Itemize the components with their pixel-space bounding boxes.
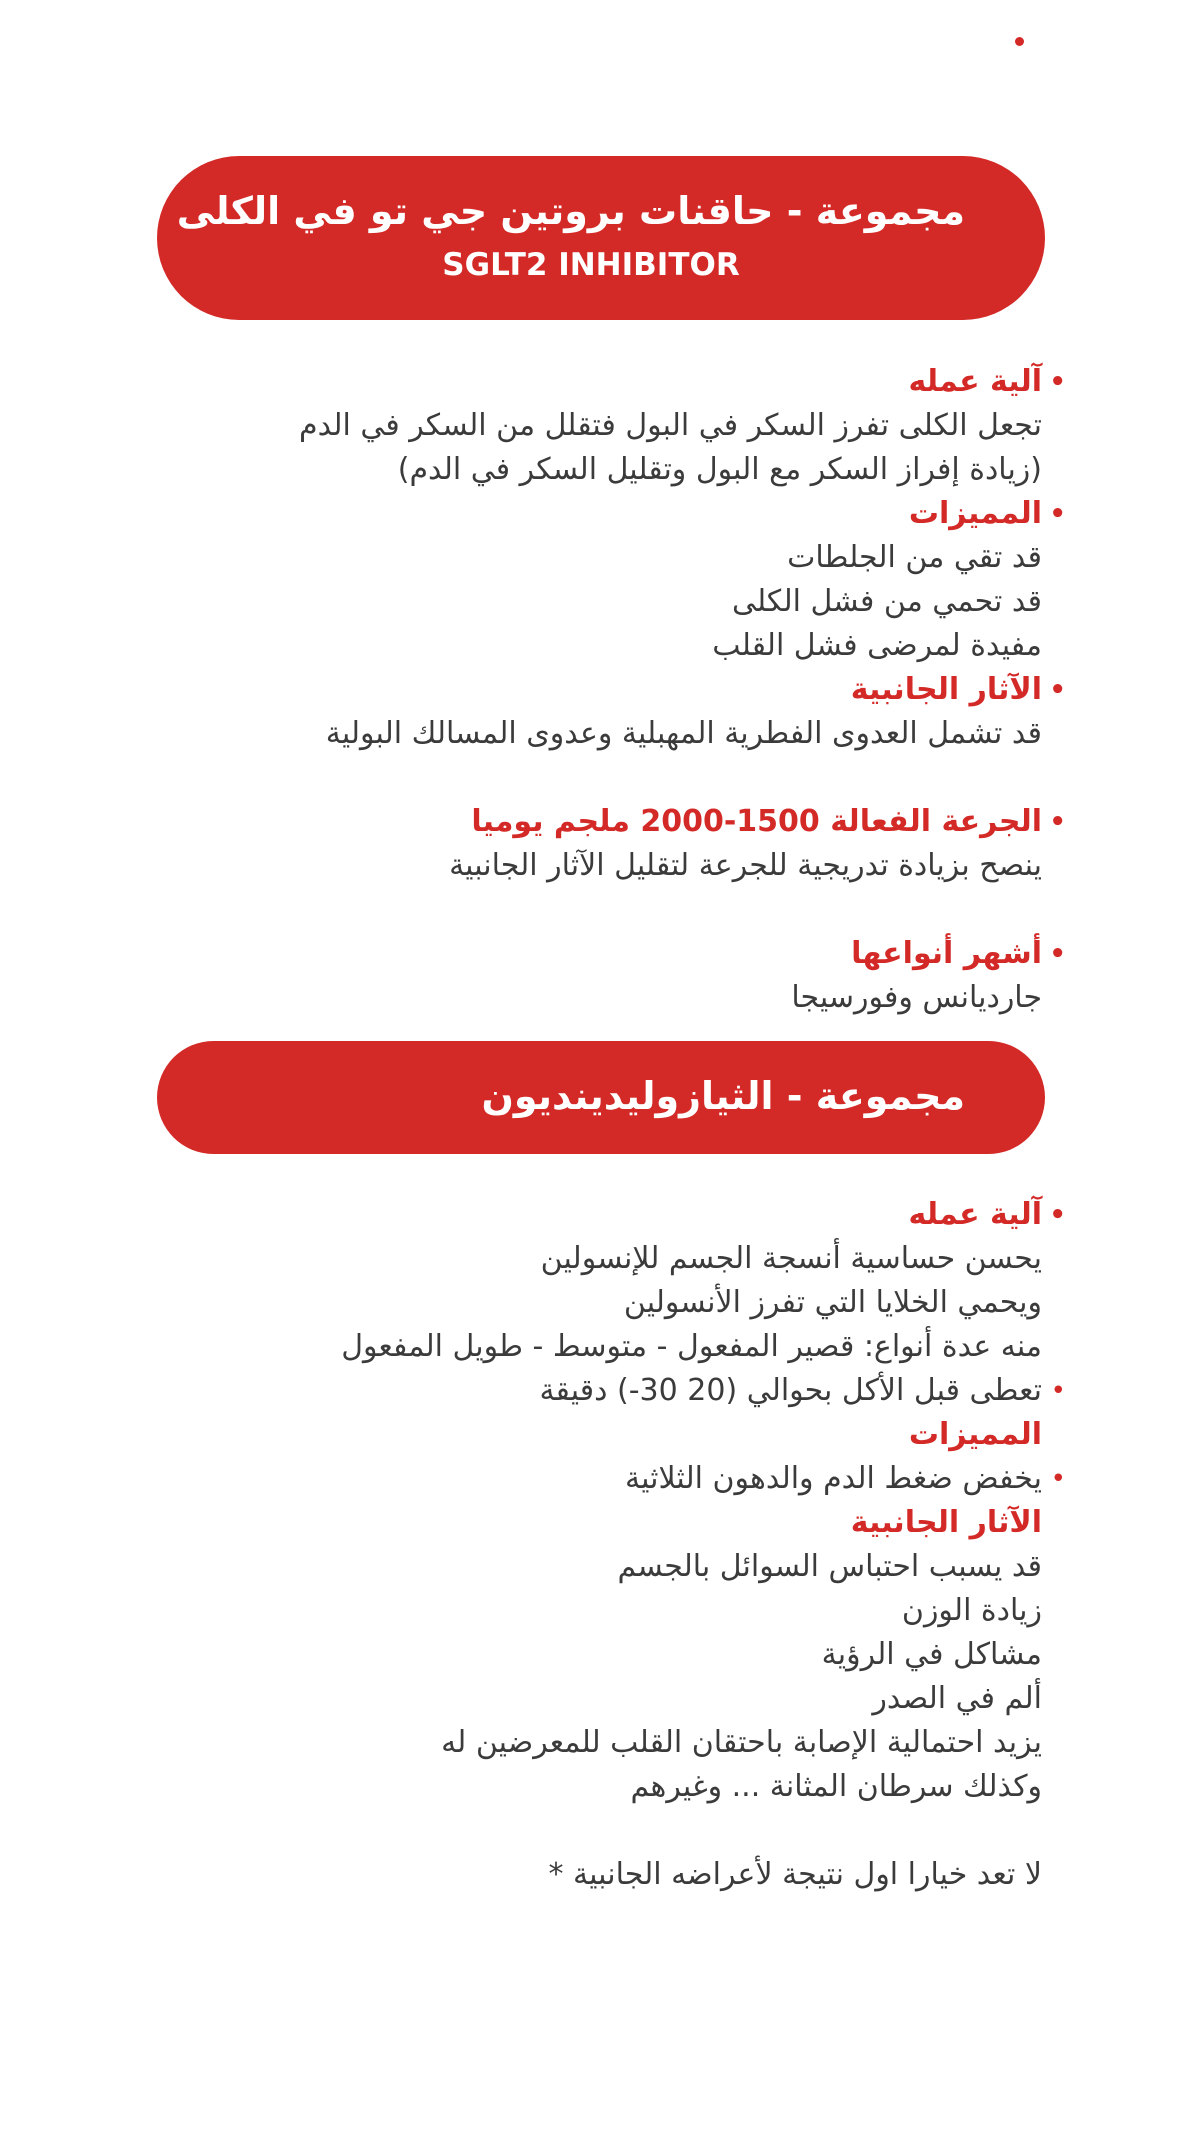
benefit-line: • يخفض ضغط الدم والدهون الثلاثية <box>42 1457 1042 1501</box>
side-effect-line: مشاكل في الرؤية <box>821 1637 1042 1672</box>
benefit-line: قد تحمي من فشل الكلى <box>731 584 1042 619</box>
types-line: جارديانس وفورسيجا <box>791 980 1042 1015</box>
spacer <box>42 888 1042 932</box>
benefits-heading: • المميزات <box>42 492 1042 536</box>
mechanism-line: منه عدة أنواع: قصير المفعول - متوسط - طويل المفعول <box>341 1329 1042 1364</box>
sglt2-section <box>42 360 1042 1020</box>
dose-heading: • الجرعة الفعالة 1500-2000 ملجم يوميا <box>42 800 1042 844</box>
sglt2-group-subtitle: SGLT2 INHIBITOR <box>442 247 740 283</box>
side-effects-heading: الآثار الجانبية <box>850 1505 1042 1540</box>
thiazolidinedione-group-banner <box>157 1041 1045 1154</box>
benefit-line: قد تقي من الجلطات <box>787 540 1042 575</box>
thiazolidinedione-group-title: مجموعة - الثيازوليدينديون <box>481 1074 965 1118</box>
mechanism-line: يحسن حساسية أنسجة الجسم للإنسولين <box>540 1241 1042 1276</box>
side-effect-line: ألم في الصدر <box>872 1681 1042 1716</box>
spacer <box>42 756 1042 800</box>
benefit-line: مفيدة لمرضى فشل القلب <box>712 628 1042 663</box>
sglt2-group-title: مجموعة - حاقنات بروتين جي تو في الكلى <box>176 189 965 233</box>
side-effect-line: قد يسبب احتباس السوائل بالجسم <box>617 1549 1042 1584</box>
side-effects-heading: • الآثار الجانبية <box>42 668 1042 712</box>
mechanism-line: (زيادة إفراز السكر مع البول وتقليل السكر في الدم) <box>397 452 1042 487</box>
dosing-time-line: • تعطى قبل الأكل بحوالي (20 30-) دقيقة <box>42 1369 1042 1413</box>
side-effect-line: قد تشمل العدوى الفطرية المهبلية وعدوى المسالك البولية <box>325 716 1042 751</box>
footnote: لا تعد خيارا اول نتيجة لأعراضه الجانبية * <box>548 1857 1042 1892</box>
mechanism-heading: • آلية عمله <box>42 1193 1042 1237</box>
side-effect-line: زيادة الوزن <box>901 1593 1042 1628</box>
benefits-heading: المميزات <box>908 1417 1042 1452</box>
dose-line: ينصح بزيادة تدريجية للجرعة لتقليل الآثار الجانبية <box>449 848 1042 883</box>
thiazolidinedione-section <box>42 1193 1042 1897</box>
side-effect-line: وكذلك سرطان المثانة ... وغيرهم <box>630 1769 1042 1804</box>
mechanism-line: ويحمي الخلايا التي تفرز الأنسولين <box>623 1285 1042 1320</box>
types-heading: • أشهر أنواعها <box>42 932 1042 976</box>
mechanism-line: تجعل الكلى تفرز السكر في البول فتقلل من السكر في الدم <box>299 408 1042 443</box>
spacer <box>42 1809 1042 1853</box>
mechanism-heading: • آلية عمله <box>42 360 1042 404</box>
top-dot-decoration <box>1015 37 1024 46</box>
sglt2-group-banner <box>157 156 1045 320</box>
side-effect-line: يزيد احتمالية الإصابة باحتقان القلب للمعرضين له <box>441 1725 1042 1760</box>
